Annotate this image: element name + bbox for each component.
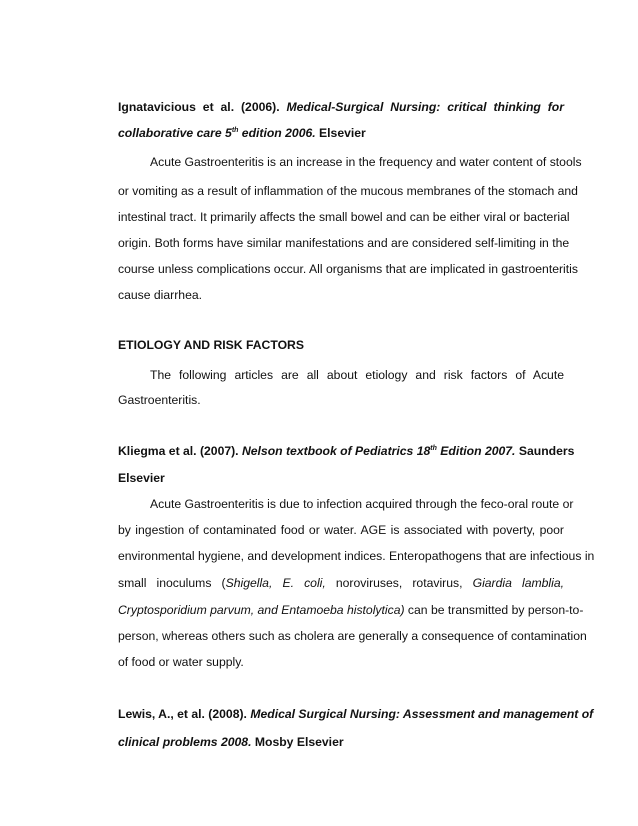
paragraph-3-line: Cryptosporidium parvum, and Entamoeba histolytica) can be transmitted by person-to- <box>118 603 584 617</box>
paragraph-3-line: Acute Gastroenteritis is due to infection acquired through the feco-oral route or <box>150 497 574 511</box>
paragraph-1-line: Acute Gastroenteritis is an increase in the frequency and water content of stools <box>150 155 582 169</box>
paragraph-1-line: course unless complications occur. All organisms that are implicated in gastroenteritis <box>118 262 578 276</box>
paragraph-3-line: environmental hygiene, and development indices. Enteropathogens that are infectious in <box>118 549 595 563</box>
reference-1-publisher: Elsevier <box>319 126 366 140</box>
paragraph-1-line: cause diarrhea. <box>118 288 203 302</box>
reference-3-line-2: clinical problems 2008. Mosby Elsevier <box>118 735 344 749</box>
reference-3-title: Medical Surgical Nursing: Assessment and management of <box>250 707 594 721</box>
paragraph-2-line: Gastroenteritis. <box>118 393 201 407</box>
reference-2-authors: Kliegma et al. (2007). <box>118 444 239 458</box>
reference-1-line-2: collaborative care 5th edition 2006. Elsevier <box>118 126 366 140</box>
paragraph-1-line: intestinal tract. It primarily affects the small bowel and can be either viral or bacterial <box>118 210 570 224</box>
reference-2-line-1 <box>118 444 575 459</box>
paragraph-2-line: The following articles are all about etiology and risk factors of Acute <box>150 368 564 382</box>
paragraph-1-line: origin. Both forms have similar manifestations and are considered self-limiting in the <box>118 236 570 250</box>
reference-3-authors: Lewis, A., et al. (2008). <box>118 707 247 721</box>
reference-1-authors: Ignatavicious et al. (2006). <box>118 100 280 114</box>
reference-2-line-2: Elsevier <box>118 471 165 485</box>
reference-1-line-1 <box>118 100 564 115</box>
reference-1-title: Medical-Surgical Nursing: critical thinking for <box>286 100 564 114</box>
paragraph-3-line: by ingestion of contaminated food or water. AGE is associated with poverty, poor <box>118 523 564 537</box>
paragraph-3-line: of food or water supply. <box>118 655 244 669</box>
reference-3-line-1 <box>118 707 594 722</box>
reference-2-title: Nelson textbook of Pediatrics 18th Edition 2007. <box>241 444 516 458</box>
reference-2-publisher: Saunders <box>518 444 575 458</box>
paragraph-3-line: small inoculums (Shigella, E. coli, noroviruses, rotavirus, Giardia lamblia, <box>118 576 564 590</box>
paragraph-1-line: or vomiting as a result of inflammation of the mucous membranes of the stomach and <box>118 184 578 198</box>
paragraph-3-line: person, whereas others such as cholera are generally a consequence of contamination <box>118 629 587 643</box>
section-heading: ETIOLOGY AND RISK FACTORS <box>118 338 304 352</box>
reference-3-publisher: Mosby Elsevier <box>254 735 344 749</box>
